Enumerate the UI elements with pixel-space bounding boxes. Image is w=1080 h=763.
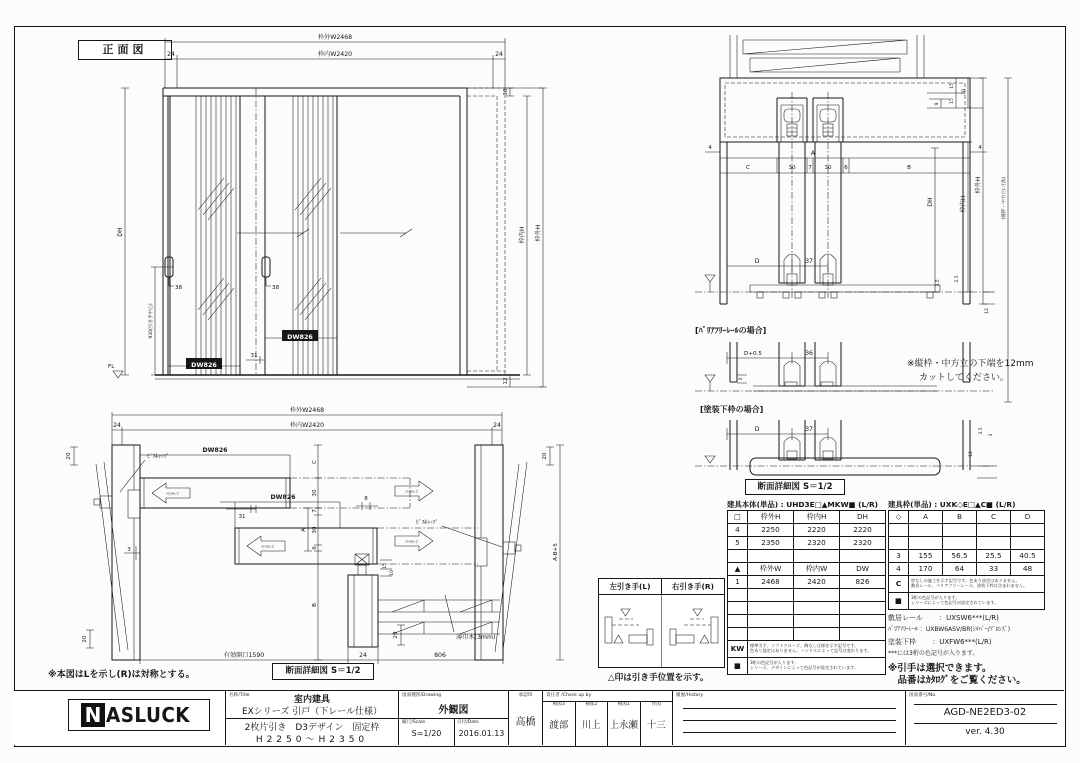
handle-diagrams	[599, 595, 724, 667]
table-cell: □	[728, 511, 748, 524]
dim-label: 2.5	[955, 275, 960, 283]
table-cell: 170	[909, 563, 943, 576]
table-cell	[1011, 524, 1045, 537]
paint-sill	[750, 458, 940, 475]
check-name: 上永瀬	[609, 720, 638, 731]
history-cell	[672, 691, 905, 745]
dim-label: 31	[238, 514, 246, 520]
table-cell: ▲	[728, 563, 748, 576]
code-line: ﾊﾞﾘｱﾌﾘｰﾚｰﾙ ：UXBW6ASV/BR(ｼﾙﾊﾞｰ/ﾌﾞﾛﾝｽﾞ)	[888, 626, 1011, 633]
table-cell	[794, 602, 840, 615]
table-cell: D	[1011, 511, 1045, 524]
table-row	[728, 524, 886, 537]
dim-label: 12	[985, 308, 990, 314]
table-cell: B	[943, 511, 977, 524]
table-cell	[748, 615, 794, 628]
table-row	[728, 602, 886, 615]
table-cell: 2320	[794, 537, 840, 550]
table-cell: 48	[1011, 563, 1045, 576]
dim-label: 20	[542, 452, 548, 460]
table-cell	[943, 524, 977, 537]
dim-label: 7	[808, 165, 812, 171]
handle-left-header: 左引き手(L)	[599, 579, 662, 594]
check-col-label: 検図1	[617, 702, 630, 707]
dim-label: 30	[503, 88, 509, 96]
paint-dims	[727, 428, 997, 478]
logo-text: ASLUCK	[106, 703, 191, 727]
dim-label: A-B+5	[553, 543, 559, 561]
table-cell	[840, 628, 886, 641]
table-row	[728, 550, 886, 563]
scale-value: S=1/20	[411, 729, 442, 738]
dim-label: D+0.5	[744, 351, 762, 357]
dim-label: 4	[978, 145, 982, 151]
door-centerlines	[792, 92, 828, 298]
table-note: 枠なしの施工を示す記号です。色あり設定はありません。 敷居レール、バリアフリーレール、塗装下枠は含まれません。	[909, 576, 1045, 593]
frame-table	[888, 510, 1045, 610]
table-cell: 2220	[840, 524, 886, 537]
table-cell: 33	[977, 563, 1011, 576]
dim-label: 24	[493, 422, 501, 429]
check-col-label: 作図	[651, 702, 661, 707]
table-cell: 155	[909, 550, 943, 563]
table-cell	[943, 537, 977, 550]
drawing-type-label: 図面種別/Drawing	[402, 693, 442, 698]
table-cell	[1011, 537, 1045, 550]
paint-frames	[730, 420, 970, 470]
dim-label: 3.5	[979, 427, 984, 435]
date-value: 2016.01.13	[458, 729, 505, 738]
bottom-dim-line	[140, 642, 503, 664]
softclose-label: ｿﾌﾄｸﾛｰｽﾞ	[404, 540, 420, 544]
table-cell	[840, 550, 886, 563]
door-panel-2-plan	[235, 528, 377, 564]
fl-marker	[113, 371, 123, 378]
table-key-cell: ■	[728, 658, 748, 675]
dim-label: 枠内H	[519, 226, 526, 244]
softclose-label: ｿﾌﾄｸﾛｰｽﾞ	[404, 490, 420, 494]
dim-label: B	[312, 603, 318, 607]
dim-label: 3	[989, 433, 994, 437]
part-codes	[888, 612, 1026, 687]
code-line: 塗装下枠 ：UXFW6***(L/R)	[888, 638, 992, 646]
dim-label: 15	[950, 98, 955, 104]
table-key-cell: C	[889, 576, 909, 593]
table-cell	[889, 537, 909, 550]
check-cell	[542, 691, 672, 745]
history-label: 履歴/History	[676, 693, 704, 698]
dim-label: 枠外H	[975, 176, 982, 194]
dim-label: 20	[66, 452, 72, 460]
handle-select-note: ※引手は選択できます。	[888, 663, 992, 674]
viscap-leader-left	[120, 460, 145, 492]
head-jamb-hidden	[725, 83, 965, 137]
table-row	[728, 576, 886, 589]
dim-label: 4	[708, 145, 712, 151]
title-cell	[225, 691, 398, 745]
paint-door-grooves	[784, 437, 836, 460]
table-note: 3桁の色記号が入ります。 シリーズによって色記号が設定されています。	[909, 593, 1045, 610]
dim-label: 3.5	[936, 279, 941, 287]
table-cell: 2250	[748, 524, 794, 537]
handle-right-header: 右引き手(R)	[671, 582, 714, 591]
table-cell	[794, 615, 840, 628]
table-cell	[728, 615, 748, 628]
dim-label: 枠内W2420	[289, 422, 325, 429]
dim-label: 枠外W2468	[289, 407, 325, 414]
fl-marker	[705, 456, 715, 463]
table-cell: 5	[728, 537, 748, 550]
table-cell: 枠外H	[748, 511, 794, 524]
door-panel-1	[168, 96, 240, 375]
table-cell	[794, 628, 840, 641]
dim-label: DW826	[191, 361, 217, 369]
table-cell	[748, 589, 794, 602]
dim-label: 37	[805, 426, 813, 433]
panel-2-ends	[239, 528, 373, 564]
table-row	[728, 563, 886, 576]
track-inner	[781, 105, 839, 142]
frame-table-title: 建具枠(単品) : UXK◇E□▲C■ (L/R)	[888, 500, 1016, 509]
table-row	[728, 615, 886, 628]
drawing-type-cell	[398, 691, 508, 745]
logo-cell	[14, 691, 225, 745]
table-note-row	[728, 641, 886, 658]
check-label: 責任者 /Check up by	[546, 693, 592, 698]
table-cell: 枠内W	[794, 563, 840, 576]
table-note: 3桁の色記号が入ります。 シリーズ、デザインによって色記号が設定されています。	[748, 658, 886, 675]
dim-label: 24	[113, 422, 121, 429]
table-row	[889, 524, 1045, 537]
dim-label: 3	[127, 547, 131, 553]
panel-1-louvers	[196, 96, 236, 375]
table-cell: 25.5	[977, 550, 1011, 563]
dim-label: D	[754, 426, 760, 433]
screw-cap-left-head	[94, 499, 100, 505]
product-title: 室内建具	[293, 695, 330, 705]
table-cell	[748, 602, 794, 615]
front-view-drawing	[60, 28, 560, 408]
dim-label: 12	[969, 451, 974, 457]
bf-rail-hump	[785, 382, 797, 386]
door-panel-1-plan	[140, 478, 290, 508]
viscap-label: ﾋﾞｽｷｬｯﾌﾟ	[416, 520, 439, 526]
section-detail-label-plan: 断面詳細図 S＝1/2	[272, 663, 374, 680]
drawing-number: AGD-NE2ED3-02	[943, 707, 1027, 718]
table-cell	[748, 550, 794, 563]
rail-glyph-base	[358, 565, 366, 575]
table-key-cell: KW	[728, 641, 748, 658]
panel-1-travel	[290, 478, 410, 508]
dim-label: 3	[739, 377, 744, 381]
dim-label: 20	[82, 635, 88, 643]
table-row	[728, 537, 886, 550]
table-cell: A	[909, 511, 943, 524]
center-post	[348, 575, 378, 647]
table-cell	[840, 589, 886, 602]
fl-marker	[705, 375, 715, 391]
code-line: 敷居レール ：UXSW6***(L/R)	[888, 614, 999, 622]
dim-8	[356, 502, 378, 510]
hidden-frame-lines	[467, 88, 505, 375]
dim-label: 20	[393, 631, 399, 639]
nasluck-logo	[68, 699, 210, 731]
viscap-label: ﾋﾞｽｷｬｯﾌﾟ	[147, 454, 170, 460]
table-row	[889, 563, 1045, 576]
table-cell	[977, 537, 1011, 550]
table-row	[728, 589, 886, 602]
baseboard-leader	[445, 595, 454, 632]
baseboard-label: 薄巾木(3mm)	[456, 634, 496, 641]
table-note-row	[728, 658, 886, 675]
right-jamb-pocket	[475, 538, 487, 566]
spec-title: 2枚片引き D3デザイン 固定枠	[244, 723, 380, 733]
mirror-note: ※本図はLを示し(R)は対称とする。	[48, 670, 195, 680]
front-view-label: 正面図	[78, 40, 172, 60]
section-view-drawing	[695, 30, 1055, 500]
table-cell: 4	[889, 563, 909, 576]
dim-label: DH	[117, 227, 124, 237]
check-name: 十三	[646, 720, 666, 731]
table-cell: 4	[728, 524, 748, 537]
handle-note: △印は引き手位置を示す。	[608, 673, 709, 683]
body-table	[727, 510, 886, 675]
dim-label: 7	[312, 509, 318, 513]
head-jamb	[720, 78, 970, 142]
table-row	[889, 511, 1045, 524]
dim-label: 30	[312, 489, 318, 497]
code-note: ***には3桁の色記号が入ります。	[888, 650, 979, 657]
table-cell	[748, 628, 794, 641]
cut-note: カットしてください。	[919, 373, 1009, 383]
structure-above	[730, 35, 924, 78]
logo-n: N	[81, 703, 105, 727]
table-cell: DH	[840, 511, 886, 524]
cut-note: ※縦枠・中方立の下端を12mm	[907, 359, 1034, 369]
dim-label: 枠内H	[960, 195, 967, 213]
dim-label: 30	[962, 89, 967, 95]
table-cell: 2420	[794, 576, 840, 589]
viscap-leader-right	[442, 526, 502, 547]
right-jamb	[475, 445, 503, 660]
dim-label: 9	[935, 102, 940, 106]
table-cell: 56.5	[943, 550, 977, 563]
dim-label: 12	[503, 377, 509, 385]
dim-label: 37	[805, 258, 813, 265]
barrier-case-label: [ﾊﾞﾘｱﾌﾘｰﾚｰﾙの場合]	[695, 326, 767, 335]
table-cell: 枠外W	[748, 563, 794, 576]
rail-glyph-hatch	[355, 554, 369, 565]
bf-doors	[779, 342, 841, 386]
dim-label: 31	[250, 353, 258, 359]
door-handle-2	[262, 257, 270, 277]
dim-label: A	[301, 528, 307, 532]
series-title: EXシリーズ 引戸（下レール仕様）	[241, 707, 383, 717]
table-cell	[889, 524, 909, 537]
dim-label: 枠外H	[535, 224, 542, 242]
dim-label: 6	[844, 165, 848, 171]
dim-label: 38	[175, 285, 183, 291]
section-detail-label: 断面詳細図 S＝1/2	[745, 479, 845, 495]
dim-label: 24	[359, 652, 367, 659]
left-dim-lines	[121, 88, 173, 375]
dim-label: C	[312, 460, 318, 464]
drawing-number-cell	[905, 691, 1064, 745]
table-cell	[794, 550, 840, 563]
dim-label: 930(引き手中心)	[149, 303, 154, 339]
drawing-type: 外観図	[438, 705, 469, 716]
table-cell	[840, 615, 886, 628]
dim-label: 8	[364, 496, 368, 502]
track-grooves	[720, 98, 970, 142]
table-row	[889, 537, 1045, 550]
table-cell: 2468	[748, 576, 794, 589]
handle-selection-box	[598, 578, 725, 668]
table-cell: 1	[728, 576, 748, 589]
table-row	[728, 511, 886, 524]
dim-label: B	[907, 165, 911, 171]
section-cut-marks	[237, 229, 412, 237]
dim-label: 有効開口1590	[223, 652, 265, 659]
table-cell: ◇	[889, 511, 909, 524]
handle-2-leader	[266, 277, 271, 286]
dim-label: A	[810, 150, 816, 157]
table-cell: 2320	[840, 537, 886, 550]
body-table-title: 建具本体(単品) : UHD3E□▲MKW■ (L/R)	[727, 500, 879, 509]
catalog-note: 品番はｶﾀﾛｸﾞをご覧ください。	[888, 675, 1026, 686]
dim-label: 15	[383, 563, 388, 569]
dim-label: D	[754, 258, 760, 265]
softclose-label: ｿﾌﾄｸﾛｰｽﾞ	[165, 492, 181, 496]
dim-label: 30	[824, 165, 832, 171]
table-cell	[728, 589, 748, 602]
table-cell: 2220	[794, 524, 840, 537]
table-cell	[728, 628, 748, 641]
dim-label: 38	[272, 285, 280, 291]
dim-label: 30	[788, 165, 796, 171]
table-cell: 64	[943, 563, 977, 576]
approver-cell	[508, 691, 542, 745]
table-cell	[794, 589, 840, 602]
table-cell: 826	[840, 576, 886, 589]
dim-label: DH	[927, 197, 934, 207]
fl-label: FL	[108, 364, 115, 370]
dim-label: 24	[167, 51, 175, 58]
vertical-dim-line	[304, 445, 322, 660]
dim-label: DW826	[270, 494, 296, 501]
table-cell: 3	[889, 550, 909, 563]
dim-label: 6	[312, 546, 318, 550]
dim-label: 10	[390, 570, 395, 576]
handle-diagram-left	[605, 609, 653, 645]
left-jamb-pocket	[128, 490, 140, 518]
date-label: 日付/Date	[457, 720, 479, 725]
table-cell: DW	[840, 563, 886, 576]
table-row	[728, 628, 886, 641]
scale-label: 縮尺/Scale	[402, 720, 426, 725]
table-cell	[840, 602, 886, 615]
dim-label: 枠外W2468	[317, 34, 353, 41]
dimension-lines	[165, 38, 543, 387]
table-cell: C	[977, 511, 1011, 524]
table-note-row	[889, 593, 1045, 610]
dim-label: C	[746, 165, 750, 171]
title-label: 名称/Title	[229, 693, 250, 698]
table-cell	[977, 524, 1011, 537]
number-label: 図面番号/No.	[909, 693, 937, 698]
check-col-label: 検図3	[552, 702, 565, 707]
title-block	[14, 690, 1064, 745]
softclose-label: ｿﾌﾄｸﾛｰｽﾞ	[260, 545, 276, 549]
table-cell	[728, 602, 748, 615]
table-cell	[909, 524, 943, 537]
dim-label: DW826	[202, 447, 228, 454]
paint-case-label: [塗装下枠の場合]	[700, 405, 764, 414]
dim-label: 24	[495, 51, 503, 58]
dim-label: 806	[434, 652, 446, 659]
plan-view-drawing	[40, 402, 600, 687]
bf-rail	[753, 386, 937, 391]
approver-name: 高橋	[515, 717, 536, 728]
drawing-version: ver. 4.30	[965, 727, 1005, 737]
table-row	[889, 550, 1045, 563]
dim-label: 15	[950, 83, 955, 89]
table-cell: 2350	[748, 537, 794, 550]
dim-label: 36	[805, 350, 813, 357]
table-cell: 枠内H	[794, 511, 840, 524]
fl-marker	[705, 275, 715, 292]
height-range: H2250～H2350	[255, 735, 369, 745]
approver-label: 承認印	[518, 693, 533, 698]
baseboard-lines	[378, 600, 500, 634]
table-key-cell: ■	[889, 593, 909, 610]
dim-label: 枠内W2420	[317, 51, 353, 58]
table-cell: 40.5	[1011, 550, 1045, 563]
check-col-label: 検図2	[585, 702, 598, 707]
height-dim-lines	[931, 78, 1012, 402]
table-cell	[728, 550, 748, 563]
screw-cap-left	[100, 496, 112, 508]
table-note: 標準引手、ソフトクローズ、飾なし仕様を示す記号です。 色あり設定はありません。ハンドルによって記号は変わります。	[748, 641, 886, 658]
handle-diagram-right	[670, 609, 718, 645]
check-name: 渡部	[549, 720, 569, 731]
bf-rail-hump	[821, 382, 833, 386]
dim-label: (縦枠・中方立L寸法)	[1002, 176, 1007, 220]
check-name: 川上	[581, 720, 601, 731]
center-post-detail	[354, 575, 372, 647]
table-cell	[909, 537, 943, 550]
dim-label: DW826	[287, 333, 313, 341]
dim-12-ticks	[983, 292, 995, 304]
table-note-row	[889, 576, 1045, 593]
dim-label: 30	[312, 526, 318, 534]
